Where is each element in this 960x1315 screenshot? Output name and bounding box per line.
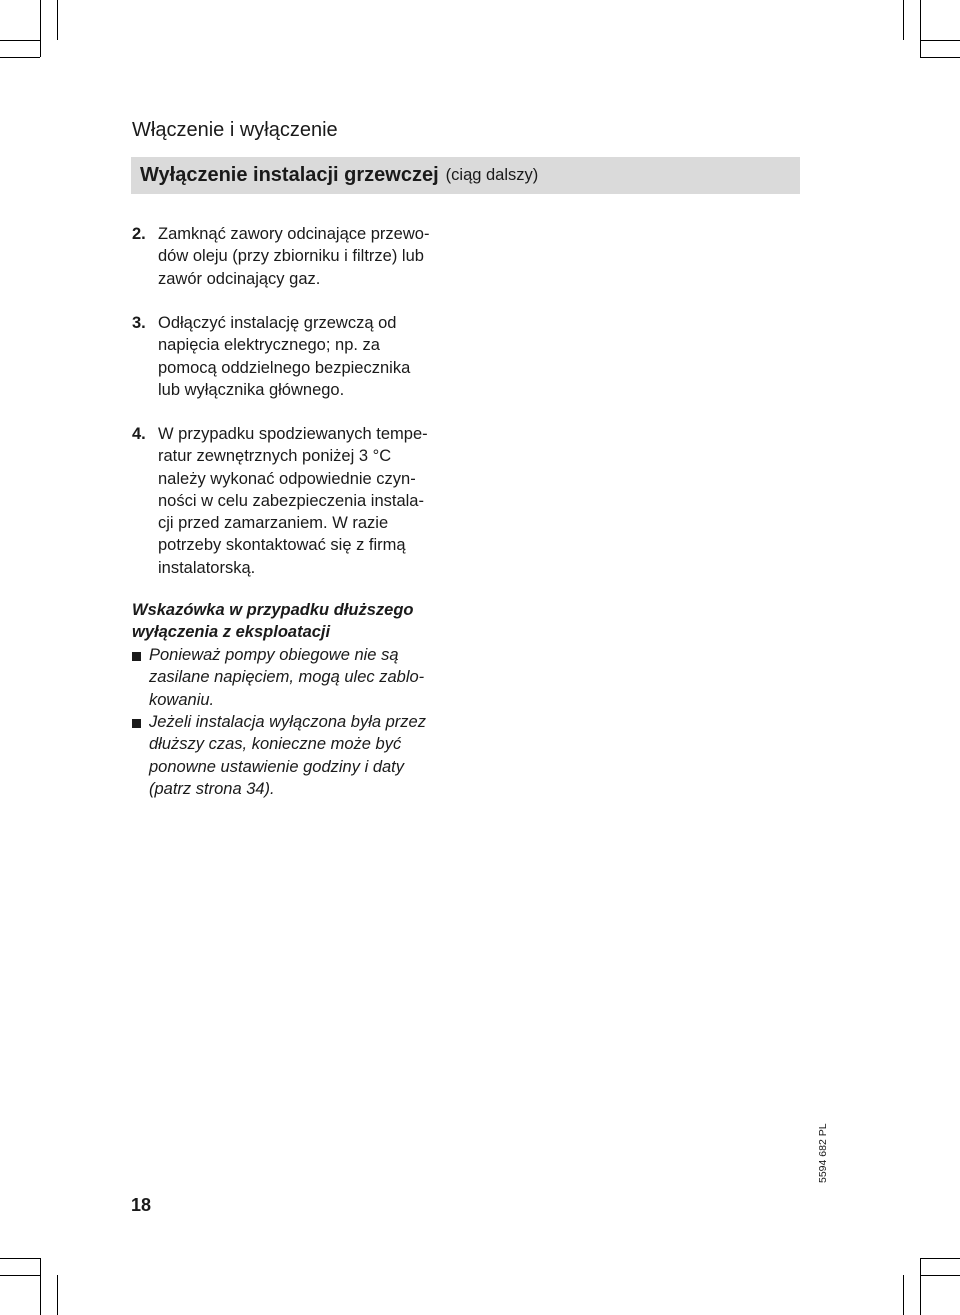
bullet-line: (patrz strona 34). <box>149 779 275 798</box>
title-bar-sub: (ciąg dalszy) <box>445 166 539 184</box>
step-text <box>158 312 472 401</box>
bullet-line: kowaniu. <box>149 690 215 709</box>
note-bullet <box>132 711 472 800</box>
step-text <box>158 423 472 579</box>
note-bullet <box>132 644 472 711</box>
bullet-line: dłuższy czas, konieczne może być <box>149 735 402 754</box>
step-line: ności w celu zabezpieczenia instala- <box>158 491 424 510</box>
crop-mark <box>920 0 921 57</box>
title-bar-main: Wyłączenie instalacji grzewczej <box>140 164 439 186</box>
crop-mark <box>920 1258 960 1259</box>
bullet-line: Jeżeli instalacja wyłączona była przez <box>149 713 426 731</box>
step-line: dów oleju (przy zbiorniku i filtrze) lub <box>158 247 424 266</box>
step-line: Odłączyć instalację grzewczą od <box>158 314 397 332</box>
step-line: W przypadku spodziewanych tempe- <box>158 425 428 443</box>
crop-mark <box>0 40 40 41</box>
crop-mark <box>57 1275 58 1315</box>
step-line: lub wyłącznika głównego. <box>158 380 345 399</box>
bullet-line: ponowne ustawienie godziny i daty <box>149 757 405 776</box>
step-2 <box>132 223 472 290</box>
note-heading <box>132 599 413 644</box>
step-line: instalatorską. <box>158 558 256 577</box>
bullet-text <box>149 711 472 800</box>
note-heading-line: Wskazówka w przypadku dłuższego <box>132 601 414 619</box>
crop-mark <box>40 0 41 57</box>
step-line: cji przed zamarzaniem. W razie <box>158 514 389 533</box>
step-number: 3. <box>132 314 146 332</box>
crop-mark <box>920 1275 960 1276</box>
crop-mark <box>903 1275 904 1315</box>
section-title: Włączenie i wyłączenie <box>132 119 338 141</box>
crop-mark <box>57 0 58 40</box>
step-line: należy wykonać odpowiednie czyn- <box>158 469 416 488</box>
crop-mark <box>0 1275 40 1276</box>
square-bullet-icon <box>132 652 141 661</box>
crop-mark <box>903 0 904 40</box>
crop-mark <box>920 57 960 58</box>
step-line: potrzeby skontaktować się z firmą <box>158 536 406 555</box>
bullet-text <box>149 644 472 711</box>
step-number: 2. <box>132 225 146 243</box>
step-line: zawór odcinający gaz. <box>158 269 321 288</box>
document-code: 5594 682 PL <box>817 1123 829 1183</box>
step-text <box>158 223 472 290</box>
crop-mark <box>0 1258 40 1259</box>
title-bar <box>131 157 800 194</box>
step-number: 4. <box>132 425 146 443</box>
crop-mark <box>920 40 960 41</box>
crop-mark <box>40 1258 41 1315</box>
bullet-line: Ponieważ pompy obiegowe nie są <box>149 646 399 664</box>
page-number: 18 <box>131 1195 152 1215</box>
step-3 <box>132 312 472 401</box>
square-bullet-icon <box>132 719 141 728</box>
note-heading-line: wyłączenia z eksploatacji <box>132 623 331 642</box>
bullet-line: zasilane napięciem, mogą ulec zablo- <box>149 668 425 687</box>
step-line: napięcia elektrycznego; np. za <box>158 336 380 355</box>
crop-mark <box>0 57 40 58</box>
step-line: Zamknąć zawory odcinające przewo- <box>158 225 430 243</box>
step-line: ratur zewnętrznych poniżej 3 °C <box>158 447 392 466</box>
step-4 <box>132 423 472 579</box>
crop-mark <box>920 1258 921 1315</box>
step-line: pomocą oddzielnego bezpiecznika <box>158 358 411 377</box>
